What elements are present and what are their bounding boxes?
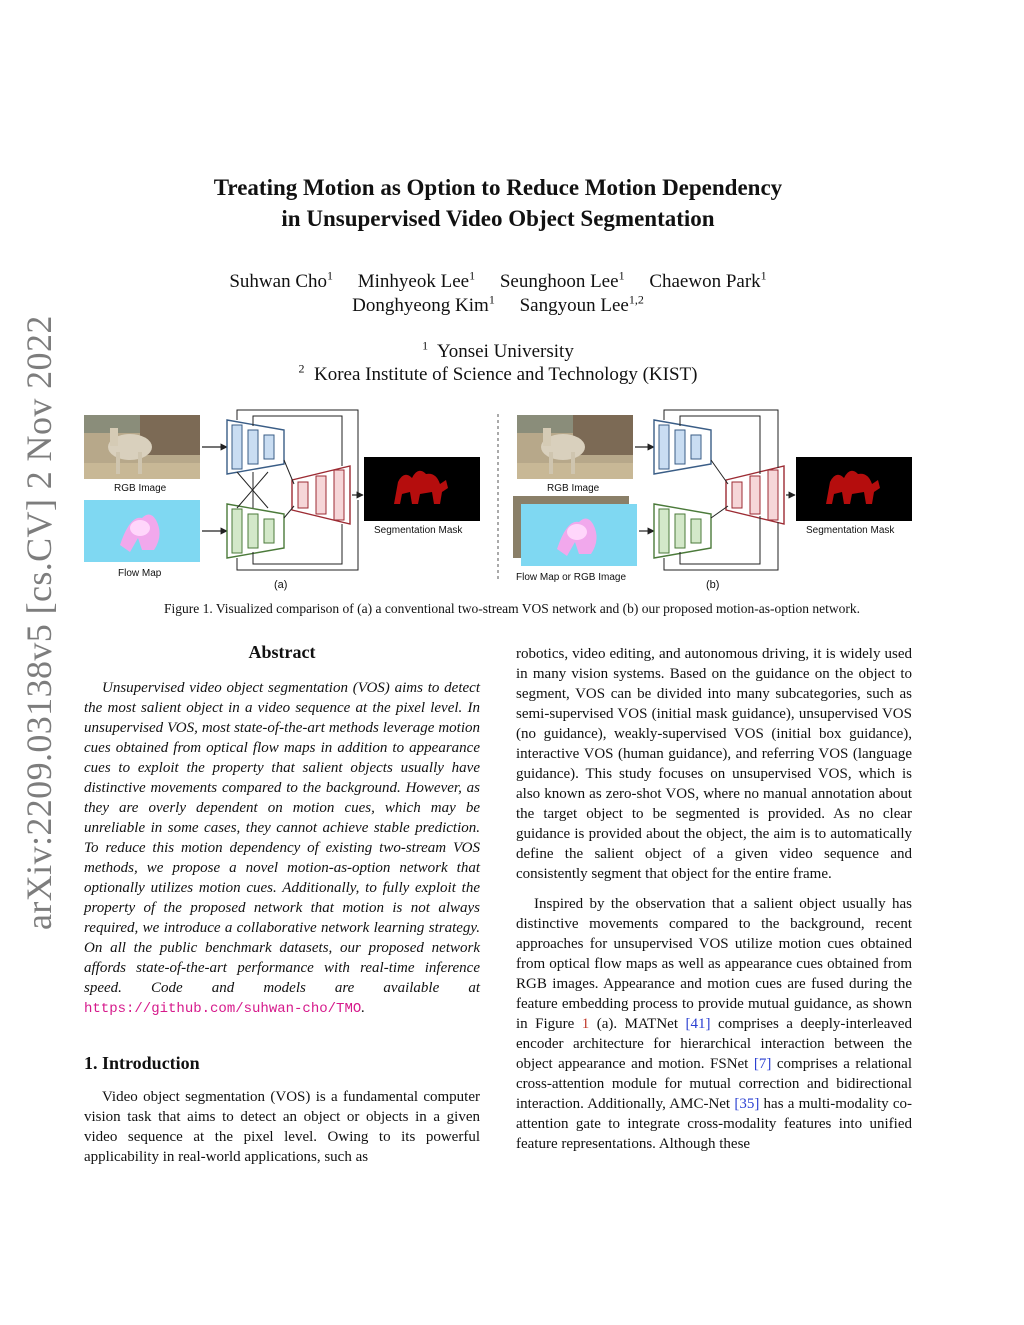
rgb-encoder [654, 420, 711, 474]
flow-encoder [227, 504, 284, 558]
citation-link[interactable]: [7] [753, 1056, 772, 1072]
figure-reference[interactable]: 1 [581, 1016, 590, 1032]
decoder [292, 466, 350, 524]
rgb-image-label: RGB Image [114, 483, 167, 494]
code-link[interactable]: https://github.com/suhwan-cho/TMO [84, 1001, 362, 1017]
citation-link[interactable]: [35] [734, 1096, 760, 1112]
segmentation-mask-thumbnail [796, 457, 912, 521]
left-column [84, 640, 480, 1167]
title-line-1: Treating Motion as Option to Reduce Motion Dependency [213, 175, 783, 200]
intro-paragraph-1: Video object segmentation (VOS) is a fundamental computer vision task that aims to detect an object or objects in a given video sequence at the pixel level. Owing to its powerful applicability in real-world applications, such as [84, 1089, 480, 1165]
flow-or-rgb-label: Flow Map or RGB Image [516, 572, 627, 583]
author: Suhwan Cho$^1$ [229, 268, 333, 292]
affiliation: $^1$ Yonsei University [422, 338, 574, 362]
introduction-heading: 1. Introduction [84, 1053, 200, 1073]
author-list [80, 270, 916, 318]
affiliation: $^2$ Korea Institute of Science and Technology (KIST) [298, 361, 698, 385]
affiliation-list [80, 340, 916, 386]
segmentation-mask-label: Segmentation Mask [374, 525, 463, 536]
author: Chaewon Park$^1$ [649, 268, 767, 292]
subfigure-a-label: (a) [274, 579, 288, 591]
panel-a [84, 410, 480, 591]
segmentation-mask-label: Segmentation Mask [806, 525, 895, 536]
subfigure-b-label: (b) [706, 579, 720, 591]
flow-or-rgb-thumbnail [513, 496, 637, 566]
segmentation-mask-thumbnail [364, 457, 480, 521]
figure-1 [80, 400, 944, 600]
abstract-heading: Abstract [248, 642, 316, 662]
author: Minhyeok Lee$^1$ [357, 268, 476, 292]
flow-encoder [654, 504, 711, 558]
abstract-text: Unsupervised video object segmentation (VOS) aims to detect the most salient object in a video sequence at the pixel level. In unsupervised VOS, most state-of-the-art methods leverage motion cues obtained from optical flow maps in addition to appearance cues to exploit the property that salient objects usually have distinctive movements compared to the background. However, as they are overly dependent on motion cues, which may be unreliable in some cases, they cannot achieve stable prediction. To reduce this motion dependency of existing two-stream VOS methods, we propose a novel motion-as-option network that optionally utilizes motion cues. Additionally, to fully exploit the property of the proposed network that motion is not always required, we introduce a collaborative network learning strategy. On all the public benchmark datasets, our proposed network affords state-of-the-art performance with real-time inference speed. Code and models are available at https://github.com/suhwan-cho/TMO. [84, 680, 480, 1017]
rgb-image-thumbnail [84, 415, 200, 479]
flow-map-thumbnail [84, 500, 200, 562]
rgb-encoder [227, 420, 284, 474]
arxiv-identifier: arXiv:2209.03138v5 [cs.CV] 2 Nov 2022 [19, 315, 59, 930]
rgb-image-label: RGB Image [547, 483, 600, 494]
title-block [80, 172, 916, 386]
decoder [726, 466, 784, 524]
panel-b [513, 410, 912, 591]
paper-title [80, 172, 916, 234]
title-line-2: in Unsupervised Video Object Segmentation [281, 206, 715, 231]
author: Donghyeong Kim$^1$ [352, 292, 495, 316]
flow-map-label: Flow Map [118, 568, 162, 579]
citation-link[interactable]: [41] [685, 1016, 711, 1032]
rgb-image-thumbnail [517, 415, 633, 479]
right-column [516, 644, 912, 1154]
figure-caption: Figure 1. Visualized comparison of (a) a conventional two-stream VOS network and (b) our proposed motion-as-option network. [163, 601, 861, 616]
author: Sangyoun Lee$^{1,2}$ [519, 292, 644, 316]
author: Seunghoon Lee$^1$ [499, 268, 625, 292]
intro-paragraph-1-continued: robotics, video editing, and autonomous driving, it is widely used in many vision systems. Based on the guidance on the object to segment, VOS can be divided into many subcategories, such as semi-supervised VOS (initial mask guidance), unsupervised VOS (no guidance), weakly-supervised VOS (initial box guidance), interactive VOS (human guidance), and referring VOS (language guidance). This study focuses on unsupervised VOS, which is also known as zero-shot VOS, where no manual annotation about the target object to be segmented is provided. As no clear guidance is provided about the object, the aim is to automatically define the salient object of a given video sequence and consistently segment that object for the entire frame. [516, 646, 912, 882]
intro-paragraph-2: Inspired by the observation that a salient object usually has distinctive movements compared to the background, recent approaches for unsupervised VOS utilize motion cues obtained from optical flow maps as well as appearance cues obtained from RGB images. Appearance and motion cues are fused during the feature embedding process to provide mutual guidance, as shown in Figure 1 (a). MATNet [41] comprises a deeply-interleaved encoder architecture for hierarchical interaction between the object appearance and motion. FSNet [7] comprises a relational cross-attention module for mutual correction and bidirectional interaction. Additionally, AMC-Net [35] has a multi-modality co-attention gate to integrate cross-modality features into unified feature representations. Although these [516, 896, 913, 1152]
